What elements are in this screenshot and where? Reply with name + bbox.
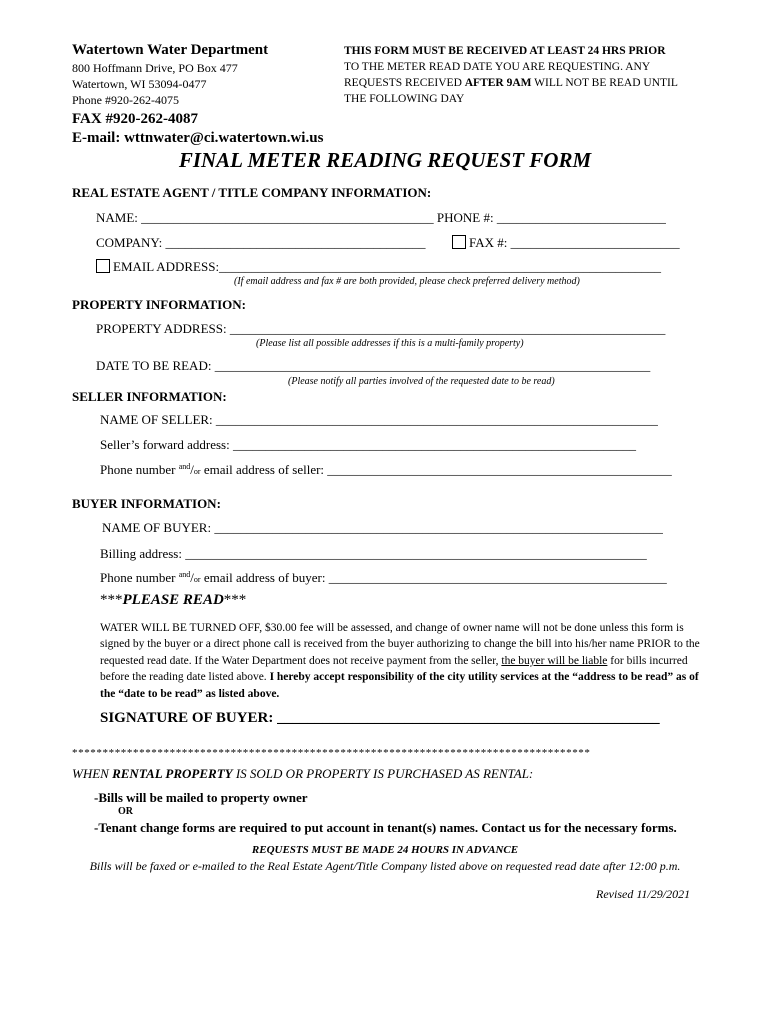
rental-heading-when: WHEN — [72, 766, 113, 781]
bills-to-owner-note: -Bills will be mailed to property owner — [94, 790, 308, 805]
buyer-liable-text: the buyer will be liable — [501, 654, 608, 667]
buyer-contact-or: or — [193, 575, 201, 584]
deadline-notice — [344, 43, 678, 107]
agent-section-heading: REAL ESTATE AGENT / TITLE COMPANY INFORMATION: — [72, 185, 432, 200]
notice-after-9am: AFTER 9AM — [464, 77, 532, 89]
date-to-be-read-field[interactable]: DATE TO BE READ: ___________________________________________________________________ — [96, 358, 651, 373]
notice-line-2: TO THE METER READ DATE YOU ARE REQUESTING. ANY — [344, 61, 651, 73]
buyer-contact-field[interactable] — [100, 570, 667, 586]
buyer-contact-slash: / — [190, 570, 194, 585]
fax-number: FAX #920-262-4087 — [72, 111, 198, 127]
notice-line-4: THE FOLLOWING DAY — [344, 93, 465, 105]
notice-line-3-text: REQUESTS RECEIVED — [344, 77, 465, 89]
terms-paragraph — [100, 620, 700, 702]
or-separator: OR — [118, 806, 133, 817]
seller-contact-or: or — [193, 467, 201, 476]
seller-contact-and: and — [178, 462, 191, 471]
buyer-contact-rest: email address of buyer: ____________________________________________________ — [200, 570, 667, 585]
agent-name-phone-field[interactable]: NAME: _____________________________________________ PHONE #: __________________________ — [96, 210, 666, 225]
address-line-1: 800 Hoffmann Drive, PO Box 477 — [72, 61, 238, 75]
please-read-heading — [100, 592, 246, 609]
buyer-contact-label: Phone number — [100, 570, 179, 585]
buyer-signature-field[interactable]: SIGNATURE OF BUYER: ___________________________________________________ — [100, 710, 660, 726]
delivery-method-note: (If email address and fax # are both provided, please check preferred delivery method) — [234, 276, 580, 287]
notice-line-3 — [344, 75, 678, 91]
buyer-name-field[interactable]: NAME OF BUYER: _____________________________________________________________________ — [102, 520, 663, 535]
tenant-forms-note: -Tenant change forms are required to put account in tenant(s) names. Contact us for the necessary forms. — [94, 820, 677, 835]
phone-number: Phone #920-262-4075 — [72, 93, 179, 107]
seller-contact-field[interactable] — [100, 462, 672, 478]
notice-line-3-rest: WILL NOT BE READ UNTIL — [531, 77, 678, 89]
terms-text-2: for bills incurred before the reading date listed above. — [100, 654, 688, 684]
rental-heading-rest: IS SOLD OR PROPERTY IS PURCHASED AS RENTAL: — [232, 766, 534, 781]
email-preferred-checkbox[interactable] — [96, 259, 110, 273]
property-address-field[interactable]: PROPERTY ADDRESS: ___________________________________________________________________ — [96, 321, 666, 336]
acceptance-statement: I hereby accept responsibility of the city utility services at the “address to be read” as of the “date to be read” as listed above. — [100, 671, 699, 700]
agent-fax-label: FAX #: __________________________ — [469, 235, 680, 250]
department-contact-block — [72, 40, 323, 148]
date-to-be-read-note: (Please notify all parties involved of the requested date to be read) — [288, 376, 555, 387]
department-name: Watertown Water Department — [72, 42, 269, 58]
rental-property-heading — [72, 766, 533, 782]
terms-text: WATER WILL BE TURNED OFF, $30.00 fee will be assessed, and change of owner name will not be done unless this form is signed by the buyer or a direct phone call is received from the buyer authorizing to change the bill into his/her name PRIOR to the requested read date. If the Water Department does not receive payment from the seller, — [100, 622, 700, 667]
buyer-contact-and: and — [178, 570, 191, 579]
address-line-2: Watertown, WI 53094-0477 — [72, 77, 207, 91]
seller-forward-address-field[interactable]: Seller’s forward address: ______________________________________________________________ — [100, 437, 636, 452]
seller-contact-slash: / — [190, 462, 194, 477]
seller-contact-rest: email address of seller: _____________________________________________________ — [200, 462, 672, 477]
seller-section-heading: SELLER INFORMATION: — [72, 389, 227, 404]
please-read-label: PLEASE READ — [122, 592, 224, 608]
fax-preferred-checkbox[interactable] — [452, 235, 466, 249]
agent-fax-field[interactable] — [452, 235, 680, 251]
email-address: E-mail: wttnwater@ci.watertown.wi.us — [72, 130, 324, 146]
bills-delivery-note: Bills will be faxed or e-mailed to the Real Estate Agent/Title Company listed above on requested read date after 12:00 p.m. — [89, 859, 681, 873]
seller-contact-label: Phone number — [100, 462, 179, 477]
revision-date: Revised 11/29/2021 — [596, 887, 691, 901]
agent-email-label: EMAIL ADDRESS:____________________________________________________________________ — [113, 259, 662, 274]
agent-company-field[interactable]: COMPANY: ________________________________________ — [96, 235, 426, 250]
advance-requests-note: REQUESTS MUST BE MADE 24 HOURS IN ADVANCE — [251, 844, 519, 856]
agent-email-field[interactable] — [96, 259, 661, 275]
seller-name-field[interactable]: NAME OF SELLER: ____________________________________________________________________ — [100, 412, 658, 427]
rental-property-label: RENTAL PROPERTY — [112, 766, 233, 781]
please-read-prefix: *** — [100, 592, 123, 608]
property-section-heading: PROPERTY INFORMATION: — [72, 297, 246, 312]
buyer-section-heading: BUYER INFORMATION: — [72, 496, 221, 511]
please-read-suffix: *** — [223, 592, 247, 608]
notice-line-1: THIS FORM MUST BE RECEIVED AT LEAST 24 HRS PRIOR — [344, 45, 666, 57]
form-title: FINAL METER READING REQUEST FORM — [178, 148, 592, 172]
buyer-billing-address-field[interactable]: Billing address: _______________________________________________________________________ — [100, 546, 647, 561]
divider-stars: ************************************************************************************* — [72, 747, 591, 759]
property-address-note: (Please list all possible addresses if this is a multi-family property) — [256, 338, 524, 349]
